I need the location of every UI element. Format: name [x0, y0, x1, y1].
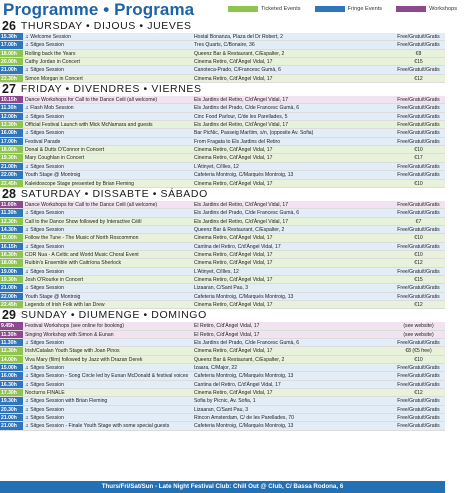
- event-row: [0, 66, 445, 74]
- event-venue: Cinema Retiro, C/d'Àngel Vidal, 17: [194, 260, 273, 267]
- event-price: Free/Gratuït/Gratis: [397, 122, 440, 129]
- legend-label-ticketed: Ticketed Events: [261, 6, 301, 12]
- day-number: 28: [2, 186, 16, 201]
- event-venue: Cinema Retiro, C/d'Àngel Vidal, 17: [194, 301, 273, 308]
- event-price: Free/Gratuït/Gratis: [397, 226, 440, 233]
- day-header: [0, 309, 445, 322]
- event-price: Free/Gratuït/Gratis: [397, 210, 440, 217]
- event-title: COR Nua - A Celtic and World Music Choral Event: [25, 251, 139, 258]
- event-time: 21.00h: [0, 163, 23, 170]
- event-time: 15.30h: [0, 33, 23, 40]
- event-title: Simon Morgan in Concert: [25, 75, 83, 82]
- event-row: [0, 372, 445, 380]
- header: [0, 0, 457, 20]
- event-row: [0, 406, 445, 414]
- event-title: Nocturns FINALE: [25, 390, 65, 397]
- event-title: ♫ Sitges Session: [25, 340, 64, 346]
- event-row: [0, 121, 445, 129]
- event-time: 22.00h: [0, 171, 23, 178]
- event-row: [0, 268, 445, 276]
- event-title: Cathy Jordan in Concert: [25, 59, 80, 66]
- event-row: [0, 356, 445, 364]
- event-price: Free/Gratuït/Gratis: [397, 243, 440, 250]
- event-price: €15: [414, 59, 423, 66]
- event-price: Free/Gratuït/Gratis: [397, 163, 440, 170]
- event-row: [0, 234, 445, 242]
- event-price: Free/Gratuït/Gratis: [397, 415, 440, 422]
- event-title: ♫ Sitges Session: [25, 381, 64, 388]
- event-venue: Queenz Bar & Restaurant, C/Espalter, 2: [194, 50, 285, 57]
- event-row: [0, 259, 445, 267]
- page-title: Programme • Programa: [3, 0, 195, 19]
- event-title: ♫ Sitges Session: [25, 130, 64, 137]
- event-time: 18.00h: [0, 259, 23, 266]
- event-title: ♫ Sitges Session: [25, 226, 64, 233]
- event-venue: Bar PicNic, Passeig Marítim, s/n, (opposite Av. Sofia): [194, 130, 314, 137]
- event-venue: Cinema Retiro, C/d'Àngel Vidal, 17: [194, 180, 273, 187]
- event-title: Josh O'Rourke in Concert: [25, 276, 84, 283]
- event-title: ♫ Sitges Session - Finale Youth Stage with some special guests: [25, 423, 170, 430]
- event-venue: Queenz Bar & Restaurant, C/Espalter, 2: [194, 226, 285, 233]
- event-row: [0, 129, 445, 137]
- event-time: 22.30h: [0, 75, 23, 82]
- event-price: Free/Gratuït/Gratis: [397, 373, 440, 380]
- event-venue: Lizaaran, C/Sant Pau, 3: [194, 406, 249, 413]
- event-title: ♫ Sitges Session: [25, 406, 64, 413]
- event-venue: Cantina del Retiro, C/d'Àngel Vidal, 17: [194, 381, 281, 388]
- event-time: 11.30h: [0, 209, 23, 216]
- event-row: [0, 293, 445, 301]
- event-row: [0, 154, 445, 162]
- event-title: Official Festival Launch with Mick McNamara and guests: [25, 122, 153, 129]
- event-row: [0, 113, 445, 121]
- event-venue: Els Jardins del Retiro, C/d'Àngel Vidal, 17: [194, 201, 289, 208]
- event-time: 19.30h: [0, 397, 23, 404]
- day-header: [0, 20, 445, 33]
- event-time: 12.30h: [0, 347, 23, 354]
- event-time: 22.00h: [0, 293, 23, 300]
- event-price: Free/Gratuït/Gratis: [397, 398, 440, 405]
- event-title: Festival Parade: [25, 138, 61, 145]
- event-row: [0, 58, 445, 66]
- event-row: [0, 146, 445, 154]
- event-price: €10: [414, 147, 423, 154]
- event-time: 19.30h: [0, 154, 23, 161]
- event-time: 12.30h: [0, 218, 23, 225]
- event-time: 22.45h: [0, 180, 23, 187]
- event-title: Legends of Irish Folk with Ian Drew: [25, 301, 105, 308]
- event-time: 19.00h: [0, 268, 23, 275]
- event-row: [0, 218, 445, 226]
- event-time: 17.00h: [0, 41, 23, 48]
- day-name: FRIDAY • DIVENDRES • VIERNES: [20, 83, 202, 96]
- event-title: Follow the Tune - The Music of North Roscommon: [25, 235, 139, 242]
- event-title: Ruibín's Ensemble with Caitríona Sherlock: [25, 260, 122, 267]
- day-header: [0, 188, 445, 201]
- event-price: €12: [414, 75, 423, 82]
- event-price: €7: [415, 218, 422, 225]
- event-row: [0, 414, 445, 422]
- event-price: Free/Gratuït/Gratis: [397, 285, 440, 292]
- day-name: THURSDAY • DIJOUS • JUEVES: [20, 20, 192, 32]
- event-row: [0, 75, 445, 83]
- event-row: [0, 33, 445, 41]
- event-time: 14.30h: [0, 226, 23, 233]
- event-price: Free/Gratuït/Gratis: [397, 97, 440, 104]
- event-row: [0, 96, 445, 104]
- legend: [228, 6, 471, 12]
- event-time: 21.00h: [0, 414, 23, 421]
- event-time: 20.00h: [0, 58, 23, 65]
- event-venue: Els Jardins del Prado, C/de Francesc Gumà, 6: [194, 210, 300, 217]
- event-price: Free/Gratuït/Gratis: [397, 381, 440, 388]
- event-title: ♫ Sitges Session: [25, 42, 64, 49]
- event-row: [0, 381, 445, 389]
- event-venue: Cinema Retiro, C/d'Àngel Vidal, 17: [194, 235, 273, 242]
- event-venue: Cinema Retiro, C/d'Àngel Vidal, 17: [194, 276, 273, 283]
- event-time: 11.30h: [0, 331, 23, 338]
- schedule: [0, 20, 445, 431]
- event-venue: Izaara, C/Major, 22: [194, 365, 238, 372]
- event-row: [0, 50, 445, 58]
- event-venue: Cinema Retiro, C/d'Àngel Vidal, 17: [194, 147, 273, 154]
- event-venue: Tres Quarts, C/Bonaire, 36: [194, 42, 255, 49]
- event-venue: Cafeteria Montroig, C/Marquès Montroig, 13: [194, 293, 294, 300]
- event-title: ♫ Sitges Session with Brian Fleming: [25, 398, 108, 405]
- event-venue: Els Jardins del Retiro, C/d'Àngel Vidal, 17: [194, 97, 289, 104]
- event-price: €12: [414, 390, 423, 397]
- event-price: €17: [414, 155, 423, 162]
- event-row: [0, 171, 445, 179]
- event-venue: Lizaaran, C/Sant Pau, 3: [194, 285, 249, 292]
- day-number: 27: [2, 82, 16, 97]
- event-row: [0, 41, 445, 49]
- event-title: ♫ Sitges Session: [25, 67, 64, 74]
- event-price: €12: [414, 301, 423, 308]
- event-price: (see website): [403, 323, 434, 330]
- event-title: ♫ Sitges Session: [25, 415, 64, 422]
- event-time: 11.30h: [0, 104, 23, 111]
- event-title: ♫ Sitges Session: [25, 243, 64, 250]
- event-time: 10.15h: [0, 96, 23, 103]
- event-time: 14.00h: [0, 356, 23, 363]
- event-price: €10: [414, 356, 423, 363]
- event-title: Youth Stage @ Montroig: [25, 172, 81, 179]
- event-price: Free/Gratuït/Gratis: [397, 113, 440, 120]
- day-number: 29: [2, 308, 16, 323]
- legend-label-fringe: Fringe Events: [347, 6, 383, 12]
- event-venue: Els Jardins del Prado, C/de Francesc Gumà, 6: [194, 340, 300, 346]
- event-time: 17.00h: [0, 138, 23, 145]
- event-venue: Cafeteria Montroig, C/Marquès Montroig, 13: [194, 172, 294, 179]
- event-row: [0, 201, 445, 209]
- event-time: 9.45h: [0, 322, 23, 329]
- event-price: €12: [414, 260, 423, 267]
- event-price: (see website): [403, 331, 434, 338]
- event-venue: Cinema Retiro, C/d'Àngel Vidal, 17: [194, 155, 273, 162]
- day-header: [0, 83, 445, 96]
- event-time: 21.00h: [0, 422, 23, 429]
- footer-banner: Thurs/Fri/Sat/Sun - Late Night Festival Club: Chill Out @ Club, C/ Bassa Rodona, 6: [0, 481, 445, 493]
- day-name: SUNDAY • DIUMENGE • DOMINGO: [20, 309, 207, 322]
- event-row: [0, 180, 445, 188]
- event-row: [0, 243, 445, 251]
- event-time: 16.15h: [0, 243, 23, 250]
- event-price: Free/Gratuït/Gratis: [397, 172, 440, 179]
- event-price: Free/Gratuït/Gratis: [397, 423, 440, 430]
- event-title: Rolling back the Years: [25, 50, 76, 57]
- legend-label-workshops: Workshops: [429, 6, 457, 12]
- event-row: [0, 163, 445, 171]
- event-row: [0, 104, 445, 112]
- event-venue: Rincon Amsterdam, C/ de les Parellades, 70: [194, 415, 294, 422]
- event-price: Free/Gratuït/Gratis: [397, 268, 440, 275]
- event-time: 21.00h: [0, 66, 23, 73]
- event-price: Free/Gratuït/Gratis: [397, 105, 440, 112]
- event-row: [0, 284, 445, 292]
- event-price: €10: [414, 180, 423, 187]
- event-price: Free/Gratuït/Gratis: [397, 201, 440, 208]
- event-title: ♫ Sitges Session: [25, 268, 64, 275]
- event-time: 12.00h: [0, 113, 23, 120]
- event-title: ♫ Sitges Session: [25, 113, 64, 120]
- event-venue: Queenz Bar & Restaurant, C/Espalter, 2: [194, 356, 285, 363]
- event-venue: Cinema Retiro, C/d'Àngel Vidal, 17: [194, 390, 273, 397]
- event-price: Free/Gratuït/Gratis: [397, 138, 440, 145]
- event-time: 16.30h: [0, 251, 23, 258]
- event-time: 19.30h: [0, 276, 23, 283]
- event-venue: From Fragata to Els Jardins del Retiro: [194, 138, 281, 145]
- event-row: [0, 251, 445, 259]
- event-title: Dance Workshops for Call to the Dance Ceili (all welcome): [25, 201, 158, 208]
- event-venue: Cinema Retiro, C/d'Àngel Vidal, 17: [194, 75, 273, 82]
- event-price: Free/Gratuït/Gratis: [397, 406, 440, 413]
- event-price: Free/Gratuït/Gratis: [397, 67, 440, 74]
- event-price: €10: [414, 235, 423, 242]
- event-price: Free/Gratuït/Gratis: [397, 365, 440, 372]
- event-title: ♫ Sitges Session - Song Circle led by Eunan McDonald & festival voices: [25, 373, 189, 380]
- event-venue: Sofia by Picnic, Av. Sofia, 1: [194, 398, 256, 405]
- event-venue: Els Jardins del Prado, C/de Francesc Gumà, 6: [194, 105, 300, 112]
- event-row: [0, 209, 445, 217]
- event-venue: Cinema Retiro, C/d'Àngel Vidal, 17: [194, 251, 273, 258]
- event-time: 15.00h: [0, 364, 23, 371]
- event-time: 16.00h: [0, 372, 23, 379]
- event-title: Viva Mary (film) followed by Jazz with Drazan Derek: [25, 356, 143, 363]
- event-row: [0, 276, 445, 284]
- event-price: Free/Gratuït/Gratis: [397, 34, 440, 40]
- event-time: 22.45h: [0, 301, 23, 308]
- event-row: [0, 301, 445, 309]
- event-venue: Cinema Retiro, C/d'Àngel Vidal, 17: [194, 348, 273, 355]
- event-title: Irish/Catalan Youth Stage with Joan Pinos: [25, 348, 120, 355]
- event-row: [0, 339, 445, 347]
- event-venue: Cinema Retiro, C/d'Àngel Vidal, 17: [194, 59, 273, 66]
- event-time: 11.00h: [0, 201, 23, 208]
- event-venue: Cantina del Retiro, C/d'Àngel Vidal, 17: [194, 243, 281, 250]
- event-venue: Els Jardins del Retiro, C/d'Àngel Vidal, 17: [194, 122, 289, 129]
- event-row: [0, 397, 445, 405]
- event-time: 16.00h: [0, 129, 23, 136]
- day-number: 26: [2, 19, 16, 33]
- event-title: ♫ Flash Mob Session: [25, 105, 74, 112]
- event-venue: Hostal Bonanza, Plaza del Dr Robert, 2: [194, 34, 283, 40]
- legend-swatch-ticketed: [228, 6, 258, 12]
- event-row: [0, 364, 445, 372]
- event-time: 15.00h: [0, 234, 23, 241]
- event-row: [0, 422, 445, 430]
- event-title: Call to the Dance Show followed by Interactive Céilí: [25, 218, 142, 225]
- event-time: 16.30h: [0, 381, 23, 388]
- event-price: Free/Gratuït/Gratis: [397, 340, 440, 346]
- event-title: Festival Workshops (see online for booking): [25, 323, 124, 330]
- event-title: ♫ Sitges Session: [25, 285, 64, 292]
- event-price: Free/Gratuït/Gratis: [397, 130, 440, 137]
- event-time: 12.30h: [0, 121, 23, 128]
- event-title: Dance Workshops for Call to the Dance Ceili (all welcome): [25, 97, 158, 104]
- event-venue: L'Atinyet, C/Illes, 12: [194, 268, 239, 275]
- event-time: 18.00h: [0, 146, 23, 153]
- event-price: €10: [414, 251, 423, 258]
- event-venue: Canoteca-Prado, C/Francesc Gumà, 6: [194, 67, 281, 74]
- event-time: 11.30h: [0, 339, 23, 346]
- event-venue: Cinc Food Parlour, C/de les Parellades, 5: [194, 113, 288, 120]
- legend-swatch-fringe: [315, 6, 345, 12]
- event-venue: El Retiro, C/d'Àngel Vidal, 17: [194, 323, 260, 330]
- event-row: [0, 347, 445, 355]
- event-row: [0, 322, 445, 330]
- event-row: [0, 389, 445, 397]
- event-time: 21.00h: [0, 284, 23, 291]
- event-title: Donal & Dutts O'Connor in Concert: [25, 147, 105, 154]
- event-title: Mary Coughlan in Concert: [25, 155, 85, 162]
- event-title: ♫ Sitges Session: [25, 163, 64, 170]
- event-venue: El Retiro, C/d'Àngel Vidal, 17: [194, 331, 260, 338]
- event-time: 18.00h: [0, 50, 23, 57]
- event-title: ♫ Sitges Session: [25, 365, 64, 372]
- event-price: Free/Gratuït/Gratis: [397, 42, 440, 49]
- event-venue: Cafeteria Montroig, C/Marquès Montroig, 13: [194, 423, 294, 430]
- event-price: €15: [414, 276, 423, 283]
- event-row: [0, 226, 445, 234]
- event-title: Youth Stage @ Montroig: [25, 293, 81, 300]
- event-title: Singing Workshop with Simon & Eunan: [25, 331, 114, 338]
- event-price: €8: [415, 50, 422, 57]
- event-row: [0, 138, 445, 146]
- event-row: [0, 331, 445, 339]
- event-title: ♫ Welcome Session: [25, 34, 71, 40]
- event-time: 17.30h: [0, 389, 23, 396]
- event-venue: Cafeteria Montroig, C/Marquès Montroig, 13: [194, 373, 294, 380]
- day-name: SATURDAY • DISSABTE • SÁBADO: [20, 187, 208, 200]
- event-title: Kaleidoscope Stage presented by Brian Fleming: [25, 180, 135, 187]
- event-title: ♫ Sitges Session: [25, 210, 64, 217]
- event-price: €8 (€5 free): [405, 348, 432, 355]
- event-price: Free/Gratuït/Gratis: [397, 293, 440, 300]
- event-time: 20.30h: [0, 406, 23, 413]
- event-venue: L'Atinyet, C/Illes, 12: [194, 163, 239, 170]
- event-venue: Els Jardins del Retiro, C/d'Àngel Vidal, 17: [194, 218, 289, 225]
- legend-swatch-workshops: [396, 6, 426, 12]
